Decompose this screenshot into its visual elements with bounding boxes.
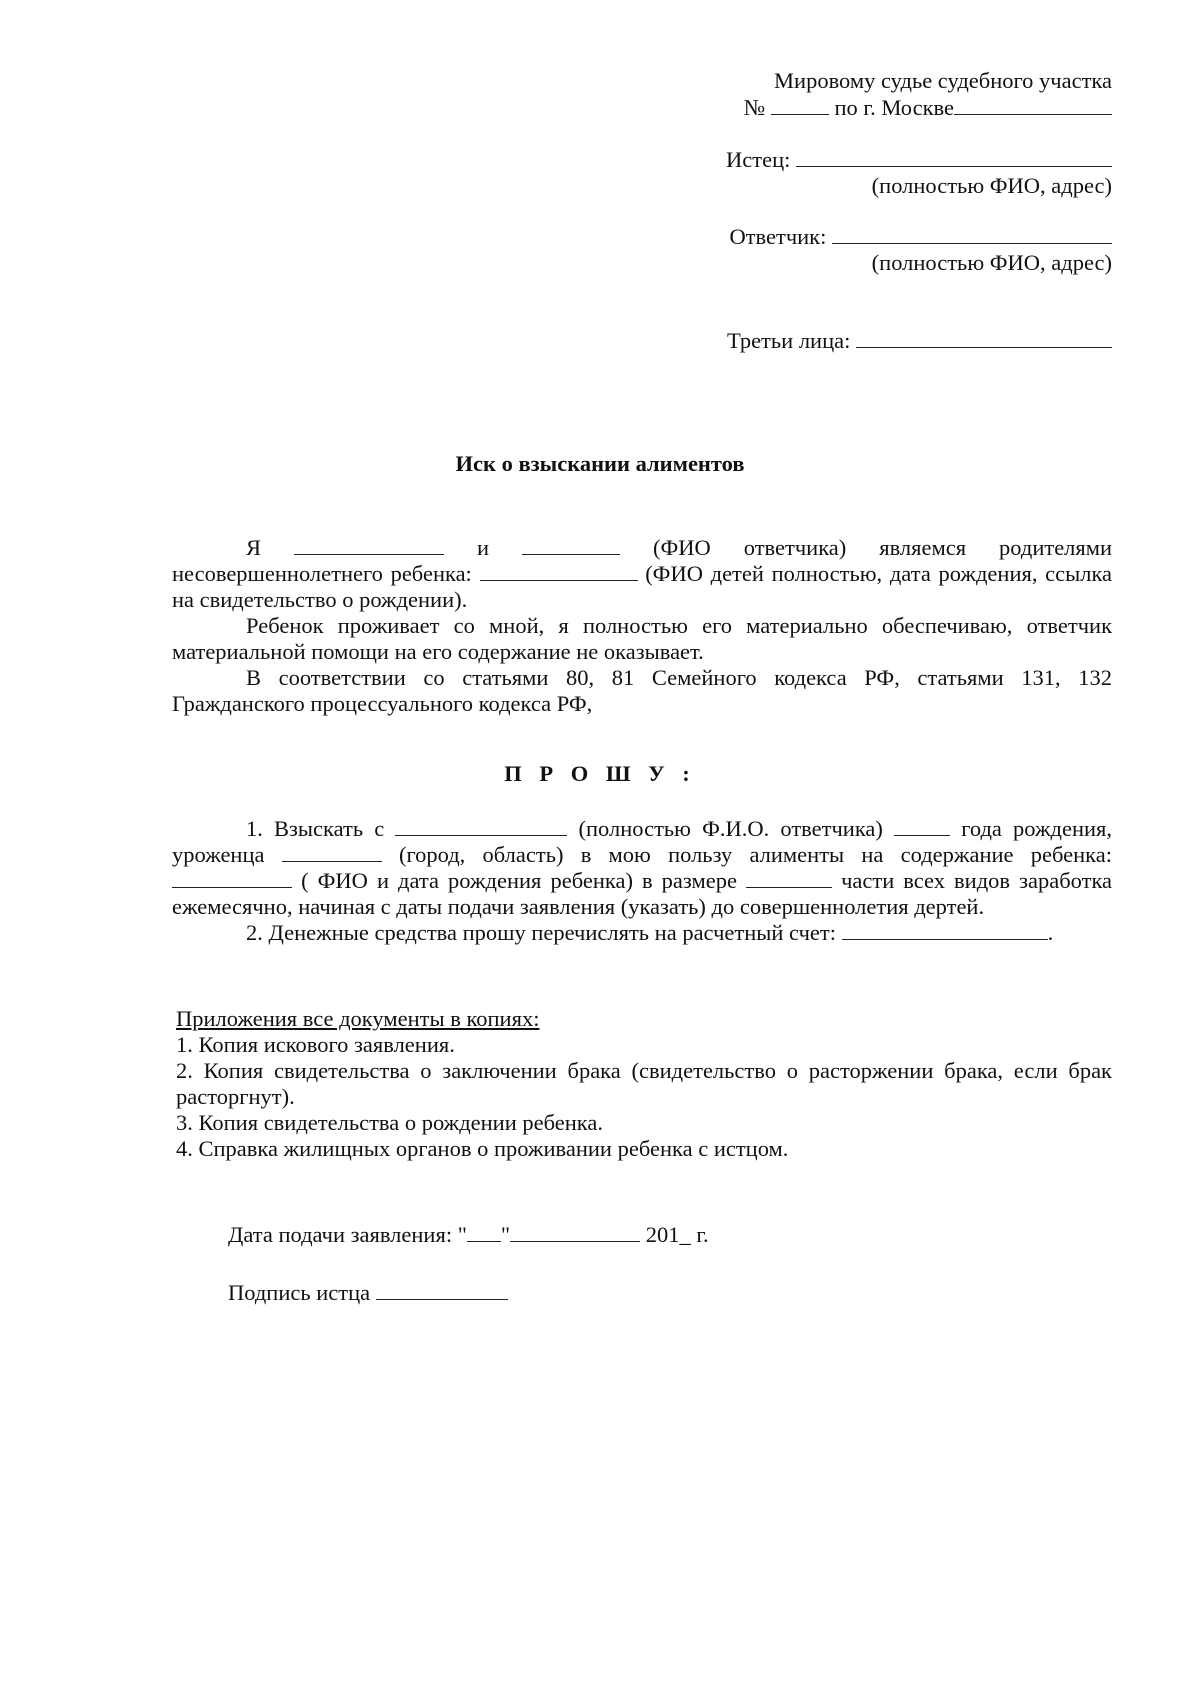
- bank-account-field[interactable]: [842, 921, 1048, 940]
- attachment-item: 1. Копия искового заявления.: [176, 1032, 455, 1057]
- third-parties-label: Третьи лица:: [726, 328, 851, 353]
- birthplace-field[interactable]: [282, 843, 382, 862]
- date-year: 201_ г.: [645, 1222, 709, 1247]
- requests-section: [172, 816, 1112, 946]
- plaintiff-line: [726, 146, 1112, 173]
- third-parties-block: [727, 327, 1112, 354]
- date-day-field[interactable]: [467, 1223, 501, 1242]
- defendant-name-field[interactable]: [522, 536, 620, 555]
- plaintiff-label: Истец:: [726, 147, 791, 172]
- document-title: Иск о взыскании алиментов: [455, 451, 745, 476]
- court-number-field[interactable]: [771, 94, 829, 115]
- signature-line: [228, 1280, 508, 1306]
- attachment-item: 3. Копия свидетельства о рождении ребенка.: [176, 1110, 604, 1135]
- intro-section: [172, 535, 1112, 717]
- birth-year-field[interactable]: [894, 817, 950, 836]
- defendant-block: [729, 223, 1112, 276]
- court-number-line: [744, 94, 1112, 121]
- intro-paragraph-3: В соответствии со статьями 80, 81 Семейного кодекса РФ, статьями 131, 132 Гражданского процессуального кодекса РФ,: [172, 665, 1112, 716]
- city-text: по г. Москве: [834, 95, 954, 120]
- addressee-block: [744, 68, 1112, 121]
- parent-name-field[interactable]: [294, 536, 444, 555]
- attachment-item: 4. Справка жилищных органов о проживании ребенка с истцом.: [176, 1136, 789, 1161]
- child-fio-field[interactable]: [172, 869, 292, 888]
- intro-paragraph-2: Ребенок проживает со мной, я полностью его материально обеспечиваю, ответчик материальной помощи на его содержание не оказывает.: [172, 613, 1112, 664]
- defendant-hint: (полностью ФИО, адрес): [871, 250, 1112, 275]
- number-sign: №: [743, 95, 766, 120]
- filing-date-line: Дата подачи заявления: " " 201_ г.: [228, 1222, 709, 1247]
- date-month-field[interactable]: [510, 1223, 640, 1242]
- third-parties-field[interactable]: [856, 327, 1112, 348]
- request-heading: П Р О Ш У :: [504, 761, 696, 786]
- intro-paragraph-1-line-1: Я и (ФИО ответчика) являемся родителями: [246, 535, 1113, 560]
- child-name-field[interactable]: [480, 562, 638, 581]
- defendant-line: [729, 223, 1112, 250]
- signature-field[interactable]: [376, 1281, 508, 1300]
- request-2: 2. Денежные средства прошу перечислять на расчетный счет: .: [246, 920, 1054, 945]
- defendant-fio-field[interactable]: [395, 817, 567, 836]
- plaintiff-hint: (полностью ФИО, адрес): [871, 173, 1112, 198]
- addressee-line: Мировому судье судебного участка: [774, 68, 1112, 93]
- alimony-share-field[interactable]: [746, 869, 832, 888]
- attachments-section: [172, 1006, 1112, 1162]
- defendant-label: Ответчик:: [729, 224, 827, 249]
- third-parties-line: [727, 327, 1112, 354]
- request-1: 1. Взыскать с (полностью Ф.И.О. ответчика) года рождения, уроженца (город, область) в мою пользу алименты на содержание ребенка: ( ФИО и дата рождения ребенка) в размере части всех видов заработка ежемесячно, начиная с даты подачи заявления (указать) до совершеннолетия дертей.: [172, 816, 1113, 919]
- attachment-item: 2. Копия свидетельства о заключении брака (свидетельство о расторжении брака, если брак расторгнут).: [176, 1058, 1112, 1109]
- plaintiff-field[interactable]: [796, 146, 1112, 167]
- plaintiff-block: [726, 146, 1112, 199]
- signature-label: Подпись истца: [228, 1280, 371, 1305]
- defendant-field[interactable]: [832, 223, 1112, 244]
- intro-paragraph-1-rest: несовершеннолетнего ребенка: (ФИО детей полностью, дата рождения, ссылка на свидетельство о рождении).: [172, 561, 1113, 612]
- court-location-field[interactable]: [954, 94, 1112, 115]
- attachments-title: Приложения все документы в копиях:: [176, 1006, 540, 1031]
- filing-date-label: Дата подачи заявления:: [228, 1222, 453, 1247]
